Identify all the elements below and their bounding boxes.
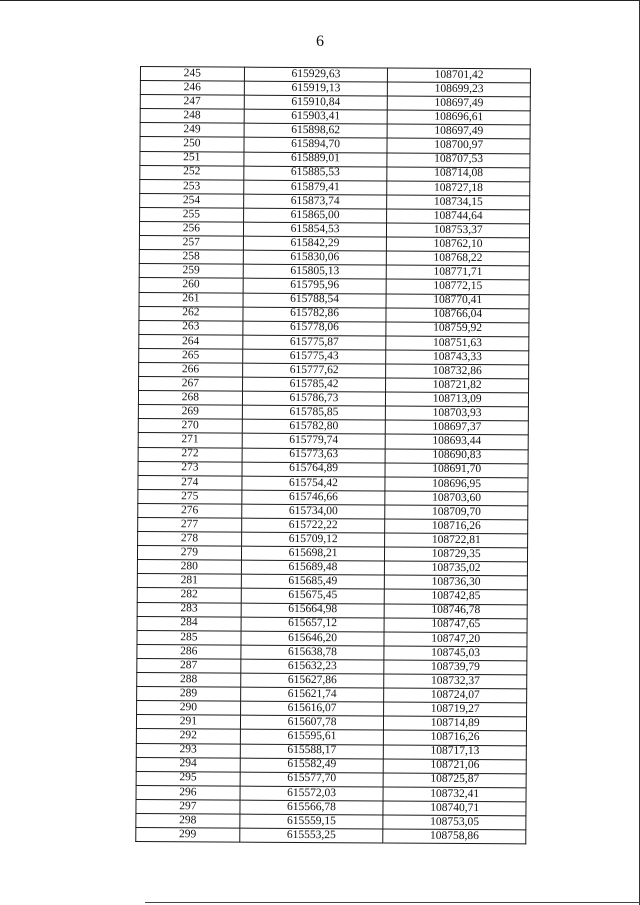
x-coordinate-cell: 615865,00 — [243, 208, 387, 223]
point-number-cell: 293 — [136, 743, 240, 758]
point-number-cell: 285 — [137, 630, 241, 645]
x-coordinate-cell: 615675,45 — [241, 589, 385, 604]
x-coordinate-cell: 615775,43 — [242, 349, 386, 364]
y-coordinate-cell: 108696,61 — [387, 110, 530, 125]
y-coordinate-cell: 108745,03 — [384, 646, 527, 661]
y-coordinate-cell: 108700,97 — [387, 138, 530, 153]
point-number-cell: 273 — [138, 461, 242, 476]
y-coordinate-cell: 108714,89 — [384, 716, 527, 731]
x-coordinate-cell: 615577,70 — [240, 772, 384, 787]
y-coordinate-cell: 108770,41 — [386, 294, 529, 309]
y-coordinate-cell: 108703,60 — [385, 491, 528, 506]
x-coordinate-cell: 615754,42 — [242, 476, 386, 491]
x-coordinate-cell: 615588,17 — [240, 744, 384, 759]
y-coordinate-cell: 108713,09 — [386, 392, 529, 407]
point-number-cell: 253 — [140, 179, 244, 194]
point-number-cell: 265 — [139, 348, 243, 363]
x-coordinate-cell: 615778,06 — [243, 321, 387, 336]
x-coordinate-cell: 615572,03 — [240, 786, 384, 801]
point-number-cell: 257 — [139, 236, 243, 251]
x-coordinate-cell: 615782,80 — [242, 419, 386, 434]
y-coordinate-cell: 108751,63 — [386, 336, 529, 351]
point-number-cell: 245 — [140, 67, 244, 82]
x-coordinate-cell: 615553,25 — [239, 828, 383, 843]
y-coordinate-cell: 108699,23 — [388, 82, 531, 97]
point-number-cell: 284 — [137, 616, 241, 631]
y-coordinate-cell: 108762,10 — [387, 237, 530, 252]
x-coordinate-cell: 615919,13 — [244, 81, 388, 96]
y-coordinate-cell: 108701,42 — [388, 68, 531, 83]
x-coordinate-cell: 615559,15 — [240, 814, 384, 829]
y-coordinate-cell: 108703,93 — [386, 406, 529, 421]
point-number-cell: 252 — [140, 165, 244, 180]
x-coordinate-cell: 615566,78 — [240, 800, 384, 815]
x-coordinate-cell: 615879,41 — [243, 180, 387, 195]
x-coordinate-cell: 615595,61 — [240, 730, 384, 745]
y-coordinate-cell: 108722,81 — [385, 533, 528, 548]
x-coordinate-cell: 615582,49 — [240, 758, 384, 773]
y-coordinate-cell: 108697,49 — [387, 124, 530, 139]
x-coordinate-cell: 615785,85 — [242, 405, 386, 420]
coordinates-table-body — [136, 67, 531, 845]
y-coordinate-cell: 108716,26 — [384, 730, 527, 745]
x-coordinate-cell: 615607,78 — [240, 715, 384, 730]
y-coordinate-cell: 108771,71 — [387, 265, 530, 280]
x-coordinate-cell: 615646,20 — [241, 631, 385, 646]
y-coordinate-cell: 108697,49 — [388, 96, 531, 111]
y-coordinate-cell: 108747,65 — [384, 618, 527, 633]
point-number-cell: 269 — [138, 405, 242, 420]
point-number-cell: 262 — [139, 306, 243, 321]
point-number-cell: 264 — [139, 334, 243, 349]
y-coordinate-cell: 108721,06 — [384, 759, 527, 774]
point-number-cell: 288 — [137, 673, 241, 688]
point-number-cell: 296 — [136, 785, 240, 800]
point-number-cell: 272 — [138, 447, 242, 462]
y-coordinate-cell: 108697,37 — [386, 420, 529, 435]
x-coordinate-cell: 615664,98 — [241, 603, 385, 618]
point-number-cell: 281 — [137, 574, 241, 589]
x-coordinate-cell: 615777,62 — [242, 363, 386, 378]
coordinates-table-container — [135, 66, 531, 845]
point-number-cell: 286 — [137, 644, 241, 659]
scan-edge-top — [0, 0, 640, 1]
x-coordinate-cell: 615627,86 — [240, 673, 384, 688]
point-number-cell: 298 — [136, 813, 240, 828]
y-coordinate-cell: 108742,85 — [385, 589, 528, 604]
x-coordinate-cell: 615903,41 — [244, 109, 388, 124]
x-coordinate-cell: 615889,01 — [244, 152, 388, 167]
point-number-cell: 277 — [138, 517, 242, 532]
y-coordinate-cell: 108693,44 — [386, 434, 529, 449]
y-coordinate-cell: 108759,92 — [386, 322, 529, 337]
page-number: 6 — [316, 33, 324, 50]
y-coordinate-cell: 108732,37 — [384, 674, 527, 689]
x-coordinate-cell: 615885,53 — [244, 166, 388, 181]
x-coordinate-cell: 615632,23 — [241, 659, 385, 674]
point-number-cell: 297 — [136, 799, 240, 814]
x-coordinate-cell: 615722,22 — [241, 518, 385, 533]
point-number-cell: 295 — [136, 771, 240, 786]
point-number-cell: 267 — [139, 377, 243, 392]
point-number-cell: 250 — [140, 137, 244, 152]
y-coordinate-cell: 108768,22 — [387, 251, 530, 266]
x-coordinate-cell: 615910,84 — [244, 95, 388, 110]
point-number-cell: 290 — [137, 701, 241, 716]
x-coordinate-cell: 615805,13 — [243, 264, 387, 279]
point-number-cell: 256 — [139, 222, 243, 237]
x-coordinate-cell: 615779,74 — [242, 434, 386, 449]
y-coordinate-cell: 108696,95 — [385, 477, 528, 492]
point-number-cell: 280 — [137, 560, 241, 575]
point-number-cell: 261 — [139, 292, 243, 307]
y-coordinate-cell: 108725,87 — [383, 773, 526, 788]
point-number-cell: 248 — [140, 109, 244, 124]
y-coordinate-cell: 108740,71 — [383, 801, 526, 816]
coordinates-table — [135, 66, 531, 845]
y-coordinate-cell: 108753,37 — [387, 223, 530, 238]
x-coordinate-cell: 615734,00 — [241, 504, 385, 519]
y-coordinate-cell: 108729,35 — [385, 547, 528, 562]
y-coordinate-cell: 108721,82 — [386, 378, 529, 393]
y-coordinate-cell: 108716,26 — [385, 519, 528, 534]
y-coordinate-cell: 108766,04 — [386, 308, 529, 323]
x-coordinate-cell: 615616,07 — [240, 701, 384, 716]
y-coordinate-cell: 108707,53 — [387, 153, 530, 168]
x-coordinate-cell: 615689,48 — [241, 560, 385, 575]
x-coordinate-cell: 615873,74 — [243, 194, 387, 209]
x-coordinate-cell: 615782,86 — [243, 307, 387, 322]
y-coordinate-cell: 108734,15 — [387, 195, 530, 210]
point-number-cell: 276 — [138, 503, 242, 518]
point-number-cell: 251 — [140, 151, 244, 166]
point-number-cell: 278 — [138, 532, 242, 547]
x-coordinate-cell: 615894,70 — [244, 138, 388, 153]
y-coordinate-cell: 108747,20 — [384, 632, 527, 647]
point-number-cell: 287 — [137, 658, 241, 673]
x-coordinate-cell: 615842,29 — [243, 236, 387, 251]
point-number-cell: 271 — [138, 433, 242, 448]
point-number-cell: 247 — [140, 95, 244, 110]
x-coordinate-cell: 615698,21 — [241, 546, 385, 561]
table-row — [136, 828, 526, 844]
point-number-cell: 282 — [137, 588, 241, 603]
y-coordinate-cell: 108744,64 — [387, 209, 530, 224]
y-coordinate-cell: 108709,70 — [385, 505, 528, 520]
point-number-cell: 268 — [138, 391, 242, 406]
y-coordinate-cell: 108735,02 — [385, 561, 528, 576]
point-number-cell: 263 — [139, 320, 243, 335]
y-coordinate-cell: 108732,41 — [383, 787, 526, 802]
point-number-cell: 270 — [138, 419, 242, 434]
x-coordinate-cell: 615929,63 — [244, 67, 388, 82]
y-coordinate-cell: 108739,79 — [384, 660, 527, 675]
y-coordinate-cell: 108736,30 — [385, 575, 528, 590]
point-number-cell: 299 — [136, 828, 240, 843]
point-number-cell: 254 — [140, 193, 244, 208]
x-coordinate-cell: 615746,66 — [242, 490, 386, 505]
y-coordinate-cell: 108743,33 — [386, 350, 529, 365]
x-coordinate-cell: 615621,74 — [240, 687, 384, 702]
y-coordinate-cell: 108717,13 — [384, 745, 527, 760]
x-coordinate-cell: 615788,54 — [243, 293, 387, 308]
x-coordinate-cell: 615795,96 — [243, 279, 387, 294]
scan-edge-bottom — [145, 902, 640, 903]
point-number-cell: 279 — [137, 546, 241, 561]
x-coordinate-cell: 615657,12 — [241, 617, 385, 632]
y-coordinate-cell: 108732,86 — [386, 364, 529, 379]
point-number-cell: 246 — [140, 81, 244, 96]
point-number-cell: 283 — [137, 602, 241, 617]
x-coordinate-cell: 615638,78 — [241, 645, 385, 660]
point-number-cell: 289 — [137, 687, 241, 702]
y-coordinate-cell: 108691,70 — [385, 463, 528, 478]
point-number-cell: 258 — [139, 250, 243, 265]
point-number-cell: 291 — [136, 715, 240, 730]
x-coordinate-cell: 615786,73 — [242, 391, 386, 406]
y-coordinate-cell: 108727,18 — [387, 181, 530, 196]
point-number-cell: 255 — [140, 207, 244, 222]
y-coordinate-cell: 108724,07 — [384, 688, 527, 703]
point-number-cell: 292 — [136, 729, 240, 744]
x-coordinate-cell: 615764,89 — [242, 462, 386, 477]
y-coordinate-cell: 108746,78 — [384, 604, 527, 619]
x-coordinate-cell: 615773,63 — [242, 448, 386, 463]
y-coordinate-cell: 108714,08 — [387, 167, 530, 182]
x-coordinate-cell: 615830,06 — [243, 250, 387, 265]
y-coordinate-cell: 108772,15 — [386, 279, 529, 294]
point-number-cell: 274 — [138, 475, 242, 490]
y-coordinate-cell: 108719,27 — [384, 702, 527, 717]
point-number-cell: 249 — [140, 123, 244, 138]
y-coordinate-cell: 108758,86 — [383, 829, 526, 844]
point-number-cell: 266 — [139, 362, 243, 377]
point-number-cell: 259 — [139, 264, 243, 279]
y-coordinate-cell: 108753,05 — [383, 815, 526, 830]
point-number-cell: 275 — [138, 489, 242, 504]
x-coordinate-cell: 615709,12 — [241, 532, 385, 547]
y-coordinate-cell: 108690,83 — [385, 449, 528, 464]
x-coordinate-cell: 615785,42 — [242, 377, 386, 392]
x-coordinate-cell: 615685,49 — [241, 575, 385, 590]
x-coordinate-cell: 615775,87 — [243, 335, 387, 350]
x-coordinate-cell: 615898,62 — [244, 124, 388, 139]
point-number-cell: 294 — [136, 757, 240, 772]
point-number-cell: 260 — [139, 278, 243, 293]
x-coordinate-cell: 615854,53 — [243, 222, 387, 237]
